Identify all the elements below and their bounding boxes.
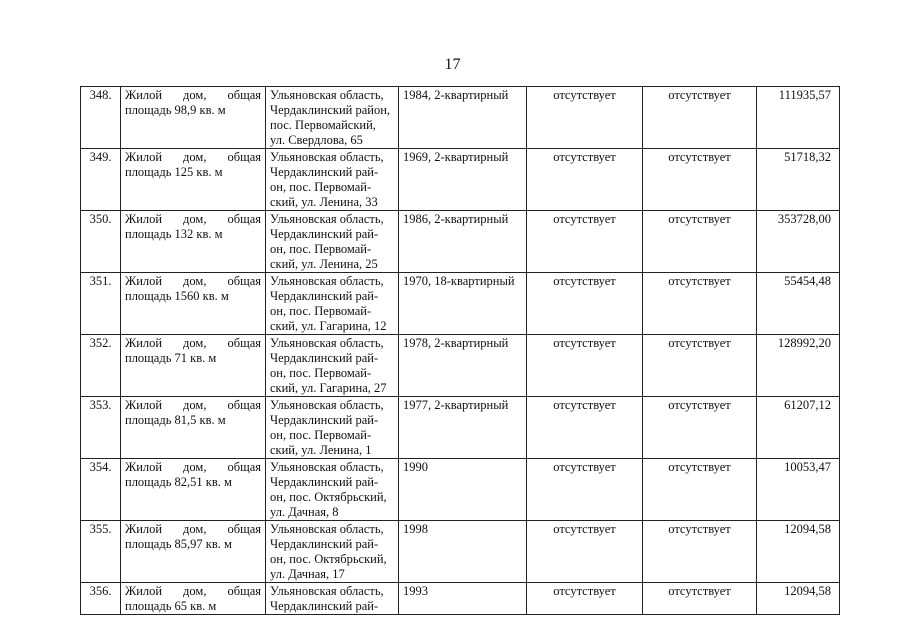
balance-value: 55454,48 bbox=[757, 273, 840, 335]
row-number: 355. bbox=[81, 521, 121, 583]
restriction: отсутствует bbox=[643, 335, 757, 397]
row-number: 348. bbox=[81, 87, 121, 149]
address-line: Чердаклинский рай- bbox=[270, 599, 379, 613]
object-address bbox=[266, 397, 399, 459]
address-line: ул. Свердлова, 65 bbox=[270, 133, 363, 147]
address-line: он, пос. Октябрьский, bbox=[270, 552, 387, 566]
encumbrance: отсутствует bbox=[527, 335, 643, 397]
object-address bbox=[266, 149, 399, 211]
row-number: 352. bbox=[81, 335, 121, 397]
address-line: ский, ул. Ленина, 33 bbox=[270, 195, 378, 209]
object-description: Жилой дом, общая площадь 98,9 кв. м bbox=[121, 87, 266, 149]
address-line: Чердаклинский район, bbox=[270, 103, 391, 117]
address-line: Ульяновская область, bbox=[270, 522, 384, 536]
address-line: Чердаклинский рай- bbox=[270, 475, 379, 489]
object-description: Жилой дом, общая площадь 82,51 кв. м bbox=[121, 459, 266, 521]
build-year: 1998 bbox=[399, 521, 527, 583]
restriction: отсутствует bbox=[643, 583, 757, 615]
object-address bbox=[266, 335, 399, 397]
balance-value: 12094,58 bbox=[757, 521, 840, 583]
balance-value: 10053,47 bbox=[757, 459, 840, 521]
row-number: 353. bbox=[81, 397, 121, 459]
address-line: Чердаклинский рай- bbox=[270, 413, 379, 427]
property-table bbox=[80, 86, 840, 615]
balance-value: 128992,20 bbox=[757, 335, 840, 397]
table-row bbox=[81, 583, 840, 615]
table-row bbox=[81, 397, 840, 459]
row-number: 349. bbox=[81, 149, 121, 211]
object-address bbox=[266, 273, 399, 335]
restriction: отсутствует bbox=[643, 87, 757, 149]
encumbrance: отсутствует bbox=[527, 87, 643, 149]
address-line: Ульяновская область, bbox=[270, 398, 384, 412]
balance-value: 51718,32 bbox=[757, 149, 840, 211]
object-description: Жилой дом, общая площадь 1560 кв. м bbox=[121, 273, 266, 335]
encumbrance: отсутствует bbox=[527, 149, 643, 211]
address-line: ул. Дачная, 17 bbox=[270, 567, 345, 581]
address-line: Ульяновская область, bbox=[270, 584, 384, 598]
address-line: Ульяновская область, bbox=[270, 212, 384, 226]
object-description: Жилой дом, общая площадь 132 кв. м bbox=[121, 211, 266, 273]
table-row bbox=[81, 459, 840, 521]
encumbrance: отсутствует bbox=[527, 583, 643, 615]
row-number: 354. bbox=[81, 459, 121, 521]
restriction: отсутствует bbox=[643, 273, 757, 335]
address-line: Ульяновская область, bbox=[270, 460, 384, 474]
build-year: 1978, 2-квартирный bbox=[399, 335, 527, 397]
balance-value: 353728,00 bbox=[757, 211, 840, 273]
row-number: 351. bbox=[81, 273, 121, 335]
object-description: Жилой дом, общая площадь 71 кв. м bbox=[121, 335, 266, 397]
balance-value: 61207,12 bbox=[757, 397, 840, 459]
restriction: отсутствует bbox=[643, 521, 757, 583]
table-row bbox=[81, 273, 840, 335]
object-description: Жилой дом, общая площадь 65 кв. м bbox=[121, 583, 266, 615]
address-line: ский, ул. Гагарина, 12 bbox=[270, 319, 387, 333]
address-line: Чердаклинский рай- bbox=[270, 227, 379, 241]
object-address bbox=[266, 521, 399, 583]
address-line: Чердаклинский рай- bbox=[270, 537, 379, 551]
balance-value: 12094,58 bbox=[757, 583, 840, 615]
build-year: 1984, 2-квартирный bbox=[399, 87, 527, 149]
encumbrance: отсутствует bbox=[527, 521, 643, 583]
build-year: 1977, 2-квартирный bbox=[399, 397, 527, 459]
address-line: он, пос. Октябрьский, bbox=[270, 490, 387, 504]
build-year: 1986, 2-квартирный bbox=[399, 211, 527, 273]
build-year: 1970, 18-квартирный bbox=[399, 273, 527, 335]
table-row bbox=[81, 211, 840, 273]
balance-value: 111935,57 bbox=[757, 87, 840, 149]
object-address bbox=[266, 211, 399, 273]
restriction: отсутствует bbox=[643, 459, 757, 521]
address-line: Чердаклинский рай- bbox=[270, 351, 379, 365]
address-line: ский, ул. Ленина, 1 bbox=[270, 443, 372, 457]
restriction: отсутствует bbox=[643, 149, 757, 211]
table-row bbox=[81, 149, 840, 211]
address-line: Ульяновская область, bbox=[270, 88, 384, 102]
row-number: 350. bbox=[81, 211, 121, 273]
address-line: ский, ул. Гагарина, 27 bbox=[270, 381, 387, 395]
page-number: 17 bbox=[444, 56, 461, 73]
object-description: Жилой дом, общая площадь 125 кв. м bbox=[121, 149, 266, 211]
row-number: 356. bbox=[81, 583, 121, 615]
encumbrance: отсутствует bbox=[527, 211, 643, 273]
object-description: Жилой дом, общая площадь 85,97 кв. м bbox=[121, 521, 266, 583]
build-year: 1969, 2-квартирный bbox=[399, 149, 527, 211]
encumbrance: отсутствует bbox=[527, 273, 643, 335]
address-line: он, пос. Первомай- bbox=[270, 242, 372, 256]
address-line: пос. Первомайский, bbox=[270, 118, 376, 132]
address-line: ул. Дачная, 8 bbox=[270, 505, 339, 519]
build-year: 1993 bbox=[399, 583, 527, 615]
table-row bbox=[81, 521, 840, 583]
address-line: он, пос. Первомай- bbox=[270, 304, 372, 318]
encumbrance: отсутствует bbox=[527, 459, 643, 521]
address-line: он, пос. Первомай- bbox=[270, 428, 372, 442]
address-line: Чердаклинский рай- bbox=[270, 165, 379, 179]
address-line: Ульяновская область, bbox=[270, 150, 384, 164]
address-line: Чердаклинский рай- bbox=[270, 289, 379, 303]
object-address bbox=[266, 583, 399, 615]
table-row bbox=[81, 335, 840, 397]
table-row bbox=[81, 87, 840, 149]
object-description: Жилой дом, общая площадь 81,5 кв. м bbox=[121, 397, 266, 459]
address-line: он, пос. Первомай- bbox=[270, 180, 372, 194]
address-line: он, пос. Первомай- bbox=[270, 366, 372, 380]
build-year: 1990 bbox=[399, 459, 527, 521]
address-line: Ульяновская область, bbox=[270, 274, 384, 288]
address-line: ский, ул. Ленина, 25 bbox=[270, 257, 378, 271]
encumbrance: отсутствует bbox=[527, 397, 643, 459]
object-address bbox=[266, 87, 399, 149]
restriction: отсутствует bbox=[643, 211, 757, 273]
restriction: отсутствует bbox=[643, 397, 757, 459]
address-line: Ульяновская область, bbox=[270, 336, 384, 350]
object-address bbox=[266, 459, 399, 521]
